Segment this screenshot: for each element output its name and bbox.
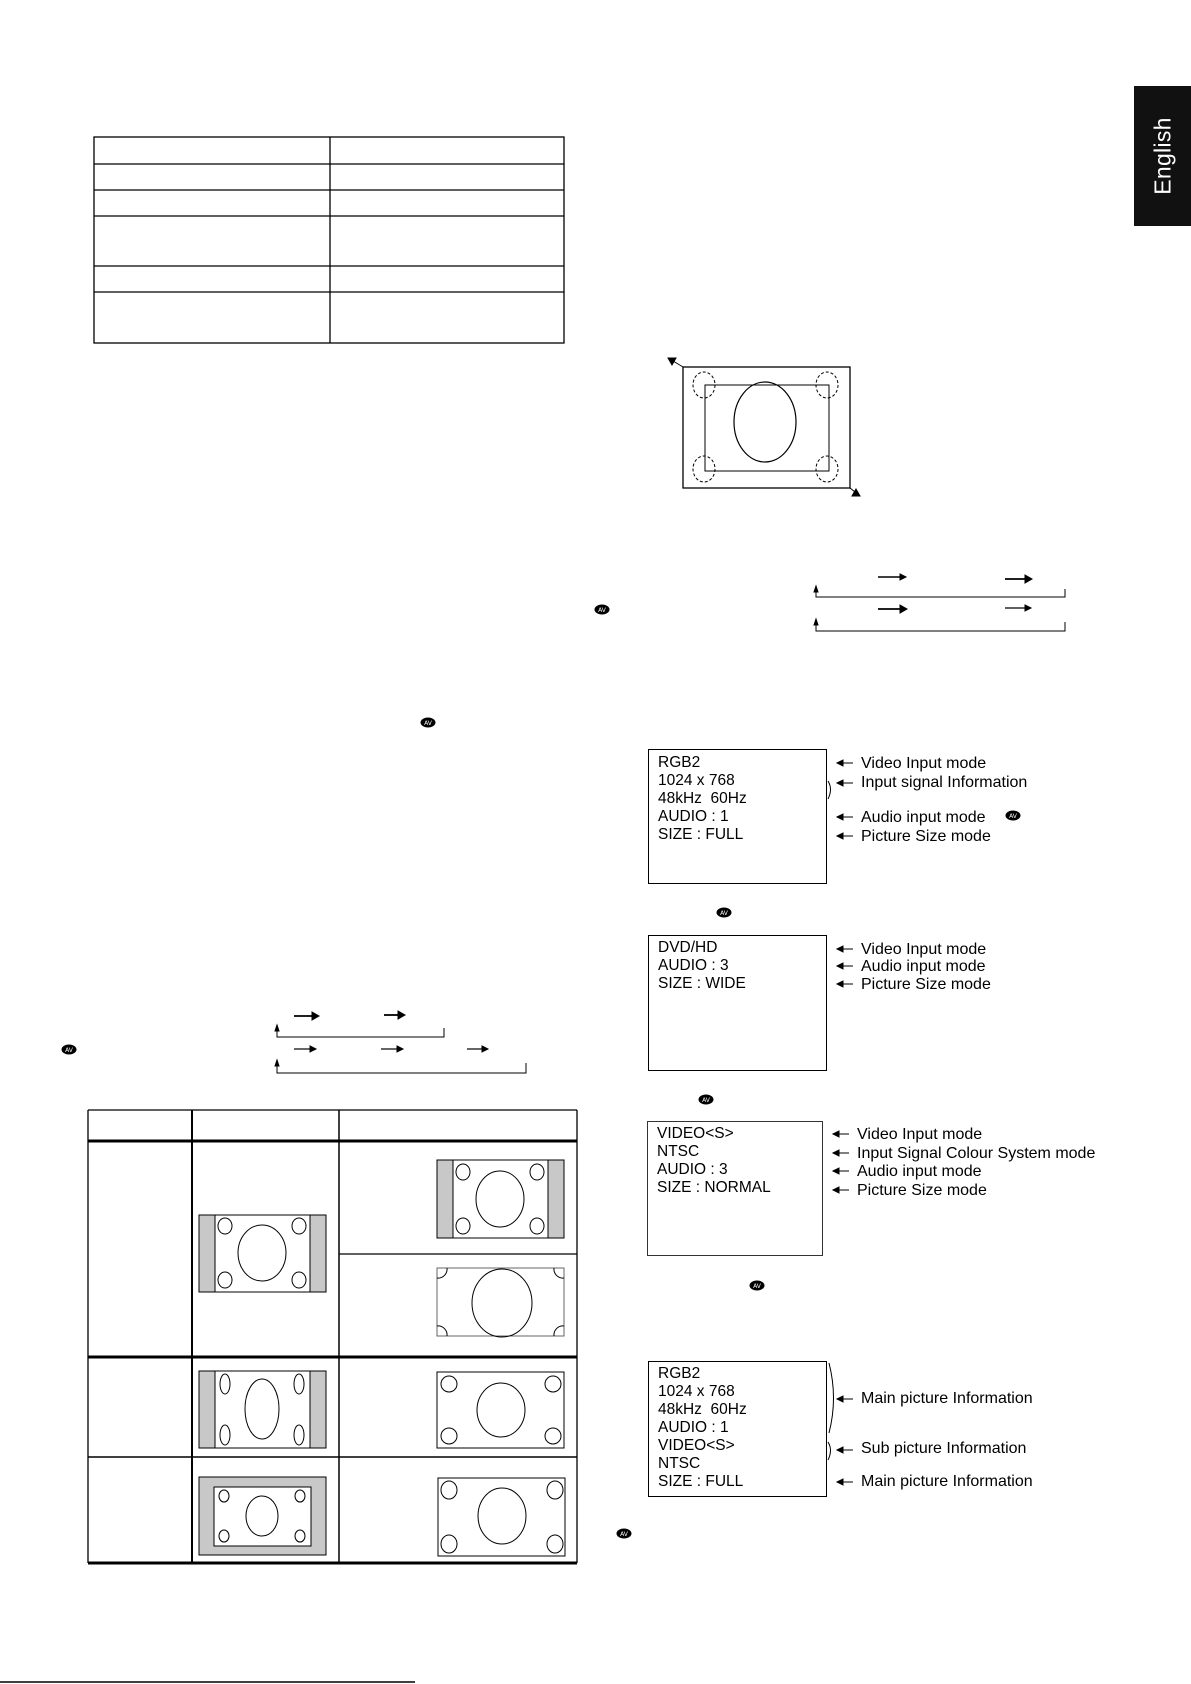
- size-thumb-zoom-output: [437, 1268, 564, 1337]
- spec-table: [94, 137, 564, 343]
- position-adjust-diagram: [668, 358, 860, 496]
- osd-line: AUDIO : 1: [658, 808, 729, 825]
- osd-line: DVD/HD: [658, 939, 718, 956]
- osd-line: RGB2: [658, 1365, 701, 1382]
- osd-line: RGB2: [658, 754, 701, 771]
- left-sequence-loops: [275, 1011, 526, 1073]
- osd-line: VIDEO<S>: [657, 1125, 734, 1142]
- callout-label: Video Input mode: [861, 755, 987, 772]
- osd-box-rgb: [648, 749, 827, 884]
- callout-label: Picture Size mode: [861, 828, 991, 845]
- callout-label: Main picture Information: [861, 1390, 1033, 1407]
- osd-line: NTSC: [657, 1143, 700, 1160]
- callout-label: Audio input mode: [857, 1163, 982, 1180]
- av-button-icon: [698, 1094, 714, 1105]
- osd-line: 1024 x 768: [658, 1383, 735, 1400]
- svg-text:AV: AV: [620, 1530, 628, 1538]
- svg-text:AV: AV: [65, 1046, 73, 1054]
- svg-text:AV: AV: [424, 719, 432, 727]
- callout-label: Sub picture Information: [861, 1440, 1027, 1457]
- osd-line: AUDIO : 3: [658, 957, 729, 974]
- callout-label: Audio input mode: [861, 809, 986, 826]
- av-button-icon: [594, 604, 610, 615]
- size-thumb-full-output: [438, 1478, 565, 1556]
- av-button-icon: [1005, 810, 1021, 821]
- osd-line: SIZE : NORMAL: [657, 1179, 771, 1196]
- av-button-icon: [749, 1280, 765, 1291]
- size-thumb-normal-input: [199, 1215, 326, 1292]
- osd-line: 48kHz 60Hz: [658, 790, 747, 807]
- size-thumb-full-input: [199, 1477, 326, 1555]
- av-button-icon: [616, 1528, 632, 1539]
- osd-box-video: [647, 1121, 823, 1256]
- callout-label: Video Input mode: [857, 1126, 983, 1143]
- callout-label: Video Input mode: [861, 941, 987, 958]
- osd-line: 1024 x 768: [658, 772, 735, 789]
- osd-line: VIDEO<S>: [658, 1437, 735, 1454]
- size-thumb-wide-input: [199, 1371, 326, 1448]
- right-sequence-loops: [814, 574, 1065, 631]
- osd-line: SIZE : FULL: [658, 1473, 744, 1490]
- av-button-icon: [716, 907, 732, 918]
- svg-text:AV: AV: [702, 1096, 710, 1104]
- osd-box-dvd: [648, 935, 827, 1071]
- svg-text:AV: AV: [598, 606, 606, 614]
- osd-callout-arrows: [828, 760, 853, 1485]
- av-button-icon: [420, 717, 436, 728]
- callout-label: Audio input mode: [861, 958, 986, 975]
- callout-label: Main picture Information: [861, 1473, 1033, 1490]
- size-thumb-normal-output: [437, 1160, 564, 1238]
- osd-line: SIZE : WIDE: [658, 975, 746, 992]
- svg-text:AV: AV: [753, 1282, 761, 1290]
- svg-text:AV: AV: [720, 909, 728, 917]
- osd-box-pip: [648, 1361, 827, 1497]
- osd-line: NTSC: [658, 1455, 701, 1472]
- size-thumb-wide-output: [437, 1372, 564, 1448]
- osd-line: SIZE : FULL: [658, 826, 744, 843]
- av-button-icon: [61, 1044, 77, 1055]
- callout-label: Input Signal Colour System mode: [857, 1145, 1096, 1162]
- language-tab-label: English: [1149, 117, 1175, 195]
- callout-label: Picture Size mode: [857, 1182, 987, 1199]
- callout-label: Input signal Information: [861, 774, 1028, 791]
- svg-text:AV: AV: [1009, 812, 1017, 820]
- callout-label: Picture Size mode: [861, 976, 991, 993]
- osd-line: 48kHz 60Hz: [658, 1401, 747, 1418]
- osd-line: AUDIO : 1: [658, 1419, 729, 1436]
- osd-line: AUDIO : 3: [657, 1161, 728, 1178]
